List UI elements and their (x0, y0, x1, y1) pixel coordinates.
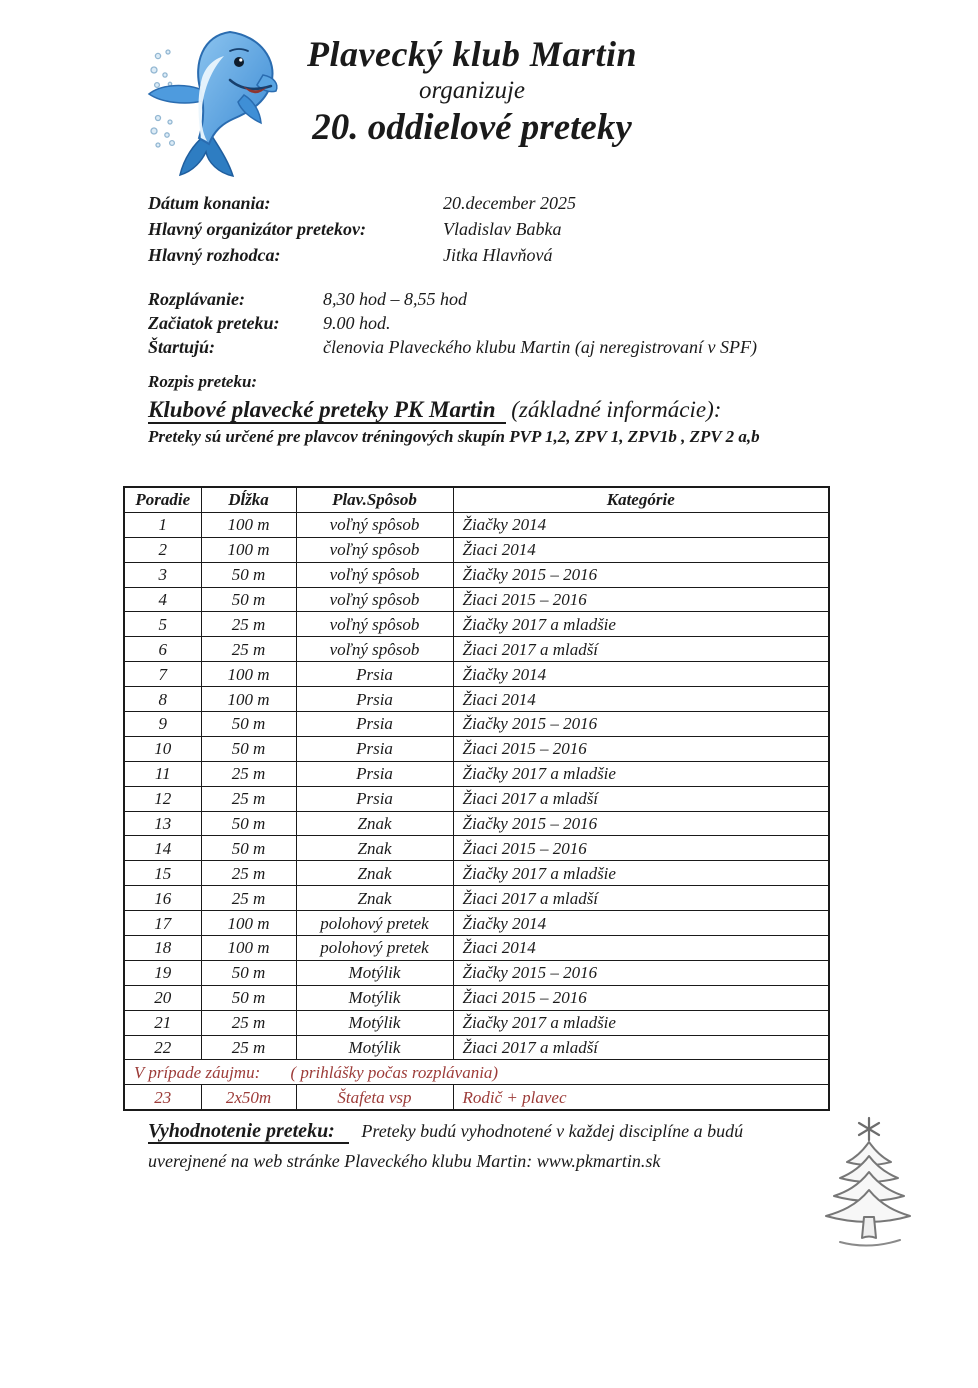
table-cell: polohový pretek (296, 911, 453, 936)
table-cell: 17 (124, 911, 201, 936)
organizes-text: organizuje (418, 77, 526, 105)
schedule-label: Začiatok preteku: (148, 313, 280, 333)
schedule-row (148, 311, 757, 335)
table-cell: Žiačky 2014 (453, 662, 829, 687)
table-row (124, 960, 829, 985)
table-row (124, 587, 829, 612)
table-cell: voľný spôsob (296, 537, 453, 562)
evaluation-text-1: Preteky budú vyhodnotené v každej disciplíne a budú (361, 1121, 744, 1141)
table-cell: 10 (124, 736, 201, 761)
table-cell: Žiačky 2015 – 2016 (453, 960, 829, 985)
detail-row (148, 216, 576, 242)
table-cell: Prsia (296, 736, 453, 761)
table-cell: 19 (124, 960, 201, 985)
table-cell: 25 m (201, 1035, 296, 1060)
table-cell: 2 (124, 537, 201, 562)
table-cell: Znak (296, 811, 453, 836)
event-title: 20. oddielové preteky (312, 106, 632, 148)
note-cell (124, 1060, 829, 1085)
table-cell: 50 m (201, 836, 296, 861)
events-table-wrap (123, 486, 830, 1111)
header-title-block (272, 34, 672, 149)
note-text: ( prihlášky počas rozplávania) (290, 1062, 499, 1082)
table-cell: 100 m (201, 687, 296, 712)
table-cell: Žiačky 2017 a mladšie (453, 1010, 829, 1035)
schedule-row (148, 335, 757, 359)
event-details (148, 190, 576, 268)
table-cell: Motýlik (296, 1035, 453, 1060)
table-row (124, 736, 829, 761)
detail-label: Dátum konania: (148, 193, 271, 213)
section-label: Rozpis preteku: (148, 372, 258, 391)
detail-row (148, 242, 576, 268)
table-cell: 14 (124, 836, 201, 861)
table-cell: polohový pretek (296, 936, 453, 961)
table-cell: Žiaci 2014 (453, 537, 829, 562)
table-cell: 2x50m (201, 1085, 296, 1110)
table-cell: Žiačky 2015 – 2016 (453, 712, 829, 737)
table-cell: 25 m (201, 861, 296, 886)
table-row (124, 786, 829, 811)
table-cell: 25 m (201, 1010, 296, 1035)
table-cell: Žiaci 2017 a mladší (453, 1035, 829, 1060)
table-cell: 23 (124, 1085, 201, 1110)
schedule-value: členovia Plaveckého klubu Martin (aj neregistrovaní v SPF) (323, 337, 758, 357)
table-row (124, 761, 829, 786)
table-row (124, 662, 829, 687)
table-cell: 50 m (201, 587, 296, 612)
col-header-kategorie: Kategórie (453, 487, 829, 512)
table-cell: voľný spôsob (296, 587, 453, 612)
table-cell: Znak (296, 836, 453, 861)
table-cell: Rodič + plavec (453, 1085, 829, 1110)
table-cell: Žiaci 2015 – 2016 (453, 985, 829, 1010)
table-cell: 15 (124, 861, 201, 886)
table-cell: 8 (124, 687, 201, 712)
table-row (124, 836, 829, 861)
table-cell: 100 m (201, 662, 296, 687)
table-cell: Žiačky 2017 a mladšie (453, 861, 829, 886)
table-row (124, 811, 829, 836)
table-cell: Znak (296, 861, 453, 886)
table-cell: Žiačky 2017 a mladšie (453, 612, 829, 637)
table-cell: Žiaci 2017 a mladší (453, 786, 829, 811)
evaluation-note (148, 1116, 820, 1176)
section-title-underlined: Klubové plavecké preteky PK Martin (148, 397, 506, 424)
col-header-poradie: Poradie (124, 487, 201, 512)
section-title-rest: (základné informácie): (511, 397, 722, 422)
table-cell: 25 m (201, 637, 296, 662)
table-cell: Prsia (296, 687, 453, 712)
table-row (124, 1035, 829, 1060)
table-cell: Žiačky 2014 (453, 512, 829, 537)
table-row (124, 687, 829, 712)
table-header-row (124, 487, 829, 512)
table-cell: 50 m (201, 562, 296, 587)
note-label: V prípade záujmu: (134, 1062, 261, 1082)
table-cell: Žiaci 2014 (453, 687, 829, 712)
table-cell: Žiačky 2015 – 2016 (453, 811, 829, 836)
table-cell: Prsia (296, 662, 453, 687)
event-schedule (148, 287, 757, 359)
table-cell: 9 (124, 712, 201, 737)
table-cell: Prsia (296, 761, 453, 786)
table-row (124, 562, 829, 587)
table-cell: voľný spôsob (296, 637, 453, 662)
table-cell: 50 m (201, 985, 296, 1010)
table-row (124, 911, 829, 936)
table-row (124, 985, 829, 1010)
evaluation-label: Vyhodnotenie preteku: (148, 1120, 349, 1144)
table-cell: 25 m (201, 761, 296, 786)
section-heading (148, 372, 838, 447)
table-cell: 12 (124, 786, 201, 811)
table-cell: 3 (124, 562, 201, 587)
detail-value: Jitka Hlavňová (443, 245, 553, 265)
col-header-dlzka: Dĺžka (201, 487, 296, 512)
table-cell: 6 (124, 637, 201, 662)
table-cell: 21 (124, 1010, 201, 1035)
note-row (124, 1060, 829, 1085)
events-table-body (124, 512, 829, 1060)
table-cell: voľný spôsob (296, 512, 453, 537)
table-cell: 18 (124, 936, 201, 961)
table-cell: Motýlik (296, 1010, 453, 1035)
schedule-row (148, 287, 757, 311)
table-cell: 50 m (201, 712, 296, 737)
table-cell: Žiaci 2015 – 2016 (453, 587, 829, 612)
table-cell: Žiačky 2017 a mladšie (453, 761, 829, 786)
table-row-relay (124, 1085, 829, 1110)
schedule-value: 8,30 hod – 8,55 hod (323, 289, 467, 309)
col-header-sposob: Plav.Spôsob (296, 487, 453, 512)
table-cell: Žiaci 2015 – 2016 (453, 736, 829, 761)
table-cell: Žiaci 2017 a mladší (453, 886, 829, 911)
events-table (123, 486, 830, 1111)
table-cell: 100 m (201, 911, 296, 936)
table-cell: 100 m (201, 537, 296, 562)
table-cell: 11 (124, 761, 201, 786)
table-cell: 50 m (201, 811, 296, 836)
evaluation-text-2: uverejnené na web stránke Plaveckého klubu Martin: www.pkmartin.sk (148, 1151, 661, 1171)
table-row (124, 637, 829, 662)
detail-label: Hlavný rozhodca: (148, 245, 281, 265)
table-cell: 22 (124, 1035, 201, 1060)
table-cell: 16 (124, 886, 201, 911)
detail-label: Hlavný organizátor pretekov: (148, 219, 366, 239)
table-cell: 50 m (201, 736, 296, 761)
table-cell: Žiaci 2014 (453, 936, 829, 961)
table-cell: Prsia (296, 712, 453, 737)
table-cell: Žiačky 2014 (453, 911, 829, 936)
table-cell: Žiaci 2015 – 2016 (453, 836, 829, 861)
table-row (124, 1010, 829, 1035)
section-subtitle: Preteky sú určené pre plavcov tréningových skupín PVP 1,2, ZPV 1, ZPV1b , ZPV 2 a,b (148, 427, 760, 446)
evaluation-line-1 (148, 1116, 820, 1146)
table-row (124, 936, 829, 961)
table-cell: Znak (296, 886, 453, 911)
table-cell: 7 (124, 662, 201, 687)
table-row (124, 512, 829, 537)
table-cell: 25 m (201, 886, 296, 911)
table-cell: 100 m (201, 936, 296, 961)
table-cell: Žiaci 2017 a mladší (453, 637, 829, 662)
table-cell: 20 (124, 985, 201, 1010)
detail-value: Vladislav Babka (443, 219, 562, 239)
detail-row (148, 190, 576, 216)
table-cell: 13 (124, 811, 201, 836)
table-cell: Žiačky 2015 – 2016 (453, 562, 829, 587)
table-cell: voľný spôsob (296, 562, 453, 587)
table-row (124, 612, 829, 637)
table-row (124, 712, 829, 737)
detail-value: 20.december 2025 (443, 193, 576, 213)
table-cell: 25 m (201, 612, 296, 637)
table-cell: 25 m (201, 786, 296, 811)
table-cell: voľný spôsob (296, 612, 453, 637)
schedule-value: 9.00 hod. (323, 313, 391, 333)
table-cell: Prsia (296, 786, 453, 811)
table-row (124, 861, 829, 886)
table-cell: 5 (124, 612, 201, 637)
table-row (124, 537, 829, 562)
table-cell: Motýlik (296, 960, 453, 985)
table-cell: 50 m (201, 960, 296, 985)
table-cell: 4 (124, 587, 201, 612)
table-cell: 100 m (201, 512, 296, 537)
christmas-tree-icon (822, 1116, 912, 1251)
table-row (124, 886, 829, 911)
table-cell: Motýlik (296, 985, 453, 1010)
club-name: Plavecký klub Martin (307, 34, 637, 74)
schedule-label: Štartujú: (148, 337, 216, 357)
section-title (148, 397, 838, 423)
table-cell: 1 (124, 512, 201, 537)
schedule-label: Rozplávanie: (148, 289, 245, 309)
table-cell: Štafeta vsp (296, 1085, 453, 1110)
